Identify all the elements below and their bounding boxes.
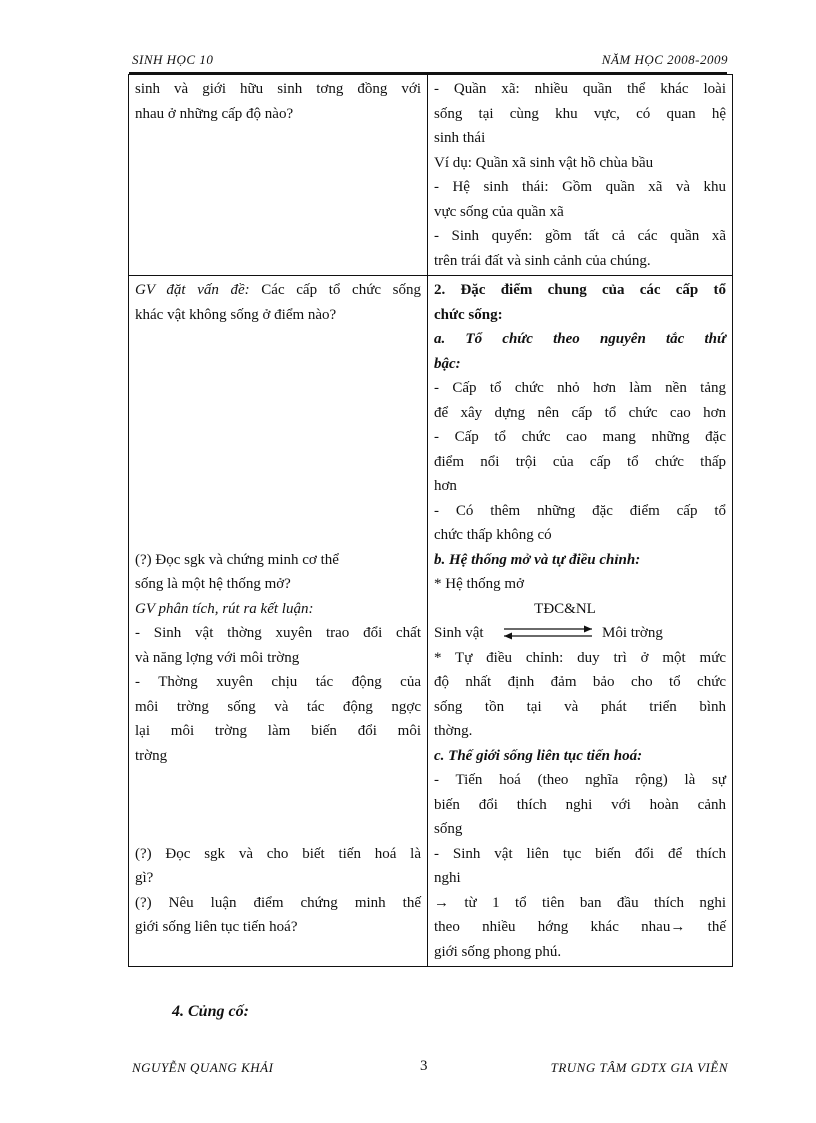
right-cell: [428, 276, 733, 967]
left-cell: [129, 276, 428, 967]
footer-center-name: TRUNG TÂM GDTX GIA VIỄN: [550, 1060, 728, 1075]
text-line: * Hệ thống mở: [434, 576, 525, 592]
text-line: [135, 278, 421, 303]
text-fragment: thế: [685, 919, 726, 935]
text-line: hơn: [434, 478, 457, 494]
text-line: khác vật không sống ở điểm nào?: [135, 306, 337, 323]
subsection-heading: b. Hệ thống mở và tự điều chỉnh:: [434, 551, 641, 568]
text-line: (?) Đọc sgk và cho biết tiến hoá là: [135, 845, 421, 862]
right-arrow-icon: →: [434, 894, 449, 911]
right-cell: [428, 75, 733, 276]
text-line: điểm nổi trội của cấp tổ chức thấp: [434, 453, 726, 470]
text-line: - Cấp tổ chức nhỏ hơn làm nền tảng: [434, 380, 726, 396]
text-line: lại môi trờng làm biến đổi môi: [135, 723, 421, 739]
text-fragment: từ 1 tổ tiên ban đầu thích nghi: [449, 894, 726, 911]
text-line: biến đổi thích nghi với hoàn cảnh: [434, 796, 726, 813]
text-line: - Thờng xuyên chịu tác động của: [135, 674, 421, 690]
text-line: độ nhất định đảm bảo cho tổ chức: [434, 674, 726, 690]
footer-author: NGUYỄN QUANG KHẢI: [132, 1060, 274, 1075]
section-heading: chức sống:: [434, 306, 503, 323]
text-line: [434, 915, 726, 940]
text-line: giới sống phong phú.: [434, 943, 562, 960]
environment-term: Môi trờng: [602, 625, 663, 641]
text-line: - Có thêm những đặc điểm cấp tổ: [434, 502, 726, 519]
text-line: thờng.: [434, 723, 473, 739]
text-line: giới sống liên tục tiến hoá?: [135, 919, 298, 935]
exchange-diagram: [434, 621, 726, 646]
text-line: Ví dụ: Quần xã sinh vật hồ chùa bầu: [434, 154, 654, 171]
section-title-consolidation: 4. Củng cố:: [172, 1003, 249, 1020]
text-line: - Quần xã: nhiều quần thể khác loài: [434, 81, 726, 97]
left-cell: [129, 75, 428, 276]
text-line: trờng: [135, 747, 168, 764]
text-fragment: theo nhiều hớng khác nhau: [434, 919, 671, 935]
text-line: [434, 891, 726, 916]
text-line: sống: [434, 821, 463, 837]
double-arrow-icon: [500, 623, 596, 643]
page-number: 3: [420, 1058, 428, 1074]
table-row: [129, 75, 733, 276]
content-table: [128, 74, 733, 967]
table-row: [129, 276, 733, 967]
text-line: vực sống của quần xã: [434, 203, 564, 220]
right-arrow-icon: →: [670, 919, 686, 935]
subsection-heading: bậc:: [434, 355, 461, 372]
gv-question: Các cấp tổ chức sống: [249, 282, 421, 298]
text-line: nghi: [434, 870, 461, 886]
text-line: sống là một hệ thống mở?: [135, 576, 291, 592]
text-line: - Sinh vật liên tục biến đổi để thích: [434, 845, 726, 862]
text-line: * Tự điều chỉnh: duy trì ở một mức: [434, 649, 726, 666]
text-line: sống tồn tại và phát triển bình: [434, 698, 726, 715]
text-line: (?) Nêu luận điểm chứng minh thế: [135, 894, 421, 911]
text-line: sinh thái: [434, 130, 486, 146]
subsection-heading: c. Thế giới sống liên tục tiến hoá:: [434, 747, 643, 764]
gv-label: GV đặt vấn đề:: [135, 282, 250, 298]
organism-term: Sinh vật: [434, 625, 484, 641]
text-line: (?) Đọc sgk và chứng minh cơ thể: [135, 551, 339, 568]
text-line: sống tại cùng khu vực, có quan hệ: [434, 105, 726, 122]
subsection-heading: a. Tổ chức theo nguyên tắc thứ: [434, 331, 726, 347]
header-left: SINH HỌC 10: [132, 52, 214, 67]
text-line: - Hệ sinh thái: Gồm quần xã và khu: [434, 179, 726, 195]
text-line: - Sinh vật thờng xuyên trao đổi chất: [135, 625, 421, 641]
text-line: để xây dựng nên cấp tổ chức cao hơn: [434, 404, 726, 421]
text-line: và năng lợng với môi trờng: [135, 649, 300, 666]
text-line: GV phân tích, rút ra kết luận:: [135, 600, 314, 617]
text-line: môi trờng sống và tác động ngợc: [135, 698, 421, 715]
exchange-label: TĐC&NL: [534, 600, 596, 617]
text-line: - Tiến hoá (theo nghĩa rộng) là sự: [434, 772, 726, 788]
text-line: - Cấp tổ chức cao mang những đặc: [434, 429, 726, 445]
text-line: - Sinh quyển: gồm tất cả các quần xã: [434, 228, 726, 244]
text-line: trên trái đất và sinh cảnh của chúng.: [434, 252, 651, 269]
text-line: gì?: [135, 870, 154, 886]
text-line: chức thấp không có: [434, 527, 552, 543]
section-heading: 2. Đặc điểm chung của các cấp tổ: [434, 282, 726, 298]
text-line: nhau ở những cấp độ nào?: [135, 105, 294, 122]
text-line: sinh và giới hữu sinh tơng đồng với: [135, 81, 421, 97]
header-right: NĂM HỌC 2008-2009: [601, 52, 728, 67]
